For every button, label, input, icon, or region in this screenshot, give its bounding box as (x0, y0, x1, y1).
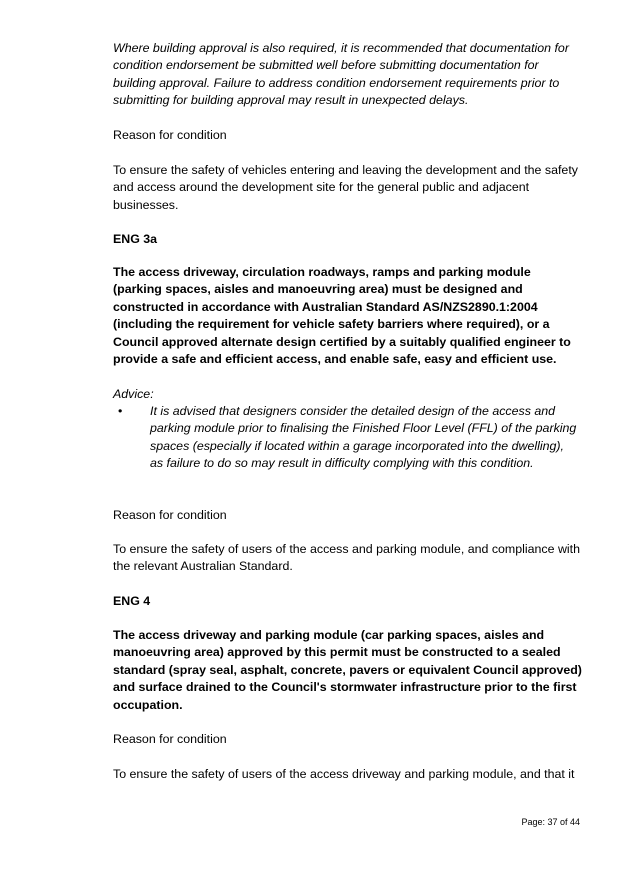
advice-label: Advice: (113, 387, 154, 401)
page-number: Page: 37 of 44 (521, 817, 580, 827)
reason-label-2: Reason for condition (113, 508, 227, 522)
reason-text-1: To ensure the safety of vehicles entering and leaving the development and the safety and access around the development site for the general public and adjacent businesses. (113, 163, 578, 212)
eng3a-heading: ENG 3a (113, 232, 158, 246)
intro-paragraph: Where building approval is also required, it is recommended that documentation for condition endorsement be submitted well before submitting documentation for building approval. Failure to address condition endorsement requirements prior to submitting for building approval may result in unexpected delays. (113, 41, 569, 108)
eng3a-condition: The access driveway, circulation roadways, ramps and parking module (parking spaces, aisles and manoeuvring area) must be designed and constructed in accordance with Australian Standard AS/NZS2890.1:2004 (including the requirement for vehicle safety barriers where required), or a Council approved alternate design certified by a suitably qualified engineer to provide a safe and efficient access, and enable safe, easy and efficient use. (113, 265, 571, 367)
bullet-icon: • (118, 404, 123, 418)
eng4-heading: ENG 4 (113, 594, 151, 608)
reason-text-3: To ensure the safety of users of the access driveway and parking module, and that it (113, 767, 575, 781)
eng4-condition: The access driveway and parking module (car parking spaces, aisles and manoeuvring area) approved by this permit must be constructed to a sealed standard (spray seal, asphalt, concrete, pavers or equivalent Council approved) and surface drained to the Council's stormwater infrastructure prior to the first occupation. (113, 628, 582, 712)
reason-label-1: Reason for condition (113, 128, 227, 142)
reason-label-3: Reason for condition (113, 732, 227, 746)
reason-text-2: To ensure the safety of users of the access and parking module, and compliance with the relevant Australian Standard. (113, 542, 580, 574)
advice-bullet-text: It is advised that designers consider the detailed design of the access and parking module prior to finalising the Finished Floor Level (FFL) of the parking spaces (especially if located within a garage incorporated into the dwelling), as failure to do so may result in difficulty complying with this condition. (150, 404, 577, 471)
